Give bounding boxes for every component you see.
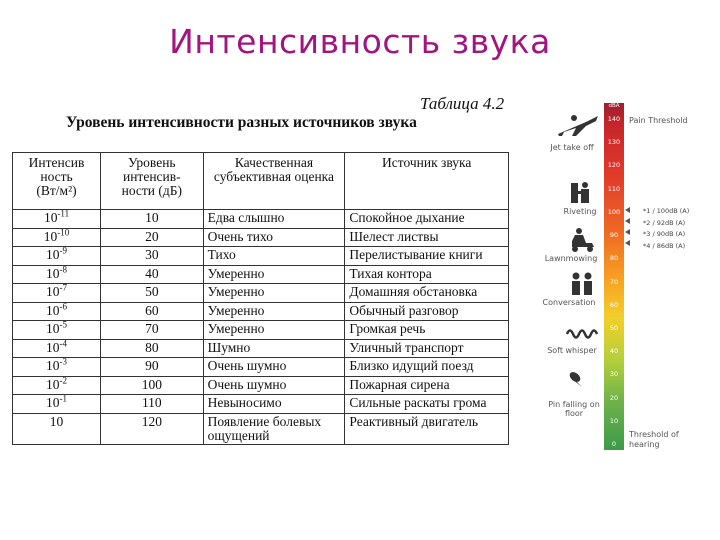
measurement-arrow-1 (625, 207, 630, 213)
riveting-worker-icon (568, 180, 594, 206)
decibel-tick-label: 0 (611, 440, 617, 448)
cell-source: Сильные раскаты грома (345, 395, 509, 414)
jet-icon (556, 112, 600, 140)
cell-source: Спокойное дыхание (345, 210, 509, 229)
cell-intensity: $10^{-5}$ (13, 321, 101, 340)
cell-quality: Тихо (203, 247, 345, 266)
hearing-threshold-label: Threshold of hearing (629, 430, 679, 449)
cell-source: Реактивный двигатель (345, 413, 509, 444)
cell-level: 110 (101, 395, 204, 414)
cell-level: 90 (101, 358, 204, 377)
source-label-whisper: Soft whisper (547, 346, 597, 355)
decibel-tick-label: 70 (609, 277, 619, 286)
decibel-tick-label: 80 (609, 254, 619, 263)
table-row (13, 339, 509, 358)
cell-level: 40 (101, 265, 204, 284)
decibel-tick-label: 40 (609, 347, 619, 356)
table-row (13, 284, 509, 303)
header-intensity: Интенсив ность (Вт/м²) (13, 153, 101, 210)
cell-source: Домашняя обстановка (345, 284, 509, 303)
cell-quality: Умеренно (203, 302, 345, 321)
cell-level: 100 (101, 376, 204, 395)
cell-intensity: $10^{-8}$ (13, 265, 101, 284)
decibel-tick-label: 20 (609, 393, 619, 402)
table-row (13, 228, 509, 247)
cell-level: 70 (101, 321, 204, 340)
measurement-arrow-4 (625, 240, 630, 246)
cell-quality: Умеренно (203, 265, 345, 284)
slide-title: Интенсивность звука (169, 22, 551, 61)
cell-intensity: 10 (13, 413, 101, 444)
table-row (13, 210, 509, 229)
cell-intensity: $10^{-6}$ (13, 302, 101, 321)
table-row (13, 265, 509, 284)
decibel-tick-label: 130 (607, 138, 621, 147)
cell-level: 80 (101, 339, 204, 358)
decibel-tick-label: 140 (607, 115, 621, 123)
table-row (13, 358, 509, 377)
decibel-tick-label: 110 (607, 184, 621, 193)
source-label-jet: Jet take off (550, 143, 594, 152)
decibel-tick-label: 100 (607, 207, 621, 216)
cell-source: Шелест листвы (345, 228, 509, 247)
cell-level: 60 (101, 302, 204, 321)
source-label-riveting: Riveting (563, 207, 597, 216)
cell-intensity: $10^{-4}$ (13, 339, 101, 358)
header-level: Уровень интенсив- ности (дБ) (101, 153, 204, 210)
cell-intensity: $10^{-3}$ (13, 358, 101, 377)
cell-source: Тихая контора (345, 265, 509, 284)
cell-level: 20 (101, 228, 204, 247)
cell-source: Пожарная сирена (345, 376, 509, 395)
source-label-lawnmowing: Lawnmowing (544, 254, 598, 263)
decibel-tick-label: 60 (609, 300, 619, 309)
table-body (13, 210, 509, 445)
cell-source: Уличный транспорт (345, 339, 509, 358)
decibel-tick-label: 50 (609, 323, 619, 332)
cell-quality: Появление болевых ощущений (203, 413, 345, 444)
decibel-tick-label: 120 (607, 161, 621, 170)
table-caption: Таблица 4.2 (420, 94, 505, 113)
cell-quality: Умеренно (203, 284, 345, 303)
pain-threshold-label: Pain Threshold (629, 116, 688, 125)
table-row (13, 413, 509, 444)
cell-intensity: $10^{-10}$ (13, 228, 101, 247)
decibel-unit-label: dBA (608, 103, 620, 109)
table-row (13, 247, 509, 266)
lawnmower-icon (566, 227, 596, 253)
cell-source: Близко идущий поезд (345, 358, 509, 377)
source-label-pin: Pin falling on floor (548, 400, 600, 418)
table-row (13, 395, 509, 414)
table-header-row (13, 153, 509, 210)
cell-quality: Невыносимо (203, 395, 345, 414)
measurement-arrow-2 (625, 218, 630, 224)
whisper-wave-icon (566, 327, 598, 341)
cell-source: Обычный разговор (345, 302, 509, 321)
measurement-arrow-3 (625, 229, 630, 235)
cell-level: 30 (101, 247, 204, 266)
header-source: Источник звука (345, 153, 509, 210)
cell-quality: Очень тихо (203, 228, 345, 247)
table-row (13, 376, 509, 395)
cell-quality: Очень шумно (203, 358, 345, 377)
sound-intensity-table (12, 152, 509, 445)
cell-intensity: $10^{-11}$ (13, 210, 101, 229)
cell-level: 50 (101, 284, 204, 303)
cell-source: Перелистывание книги (345, 247, 509, 266)
cell-intensity: $10^{-2}$ (13, 376, 101, 395)
pin-falling-icon (566, 369, 592, 395)
cell-intensity: $10^{-1}$ (13, 395, 101, 414)
cell-quality: Очень шумно (203, 376, 345, 395)
conversation-people-icon (568, 272, 596, 296)
cell-quality: Едва слышно (203, 210, 345, 229)
table-row (13, 321, 509, 340)
decibel-tick-label: 10 (609, 416, 619, 425)
table-row (13, 302, 509, 321)
measurement-list: *1 / 100dB (A) *2 / 92dB (A) *3 / 90dB (A) *4 / 86dB (A) (643, 207, 690, 250)
cell-intensity: $10^{-7}$ (13, 284, 101, 303)
decibel-tick-label: 90 (609, 231, 619, 240)
cell-level: 120 (101, 413, 204, 444)
decibel-tick-label: 30 (609, 370, 619, 379)
cell-source: Громкая речь (345, 321, 509, 340)
source-label-conversation: Conversation (542, 298, 596, 307)
cell-quality: Шумно (203, 339, 345, 358)
cell-level: 10 (101, 210, 204, 229)
header-quality: Качественная субъективная оценка (203, 153, 345, 210)
cell-quality: Умеренно (203, 321, 345, 340)
table-heading: Уровень интенсивности разных источников звука (66, 114, 417, 131)
cell-intensity: $10^{-9}$ (13, 247, 101, 266)
